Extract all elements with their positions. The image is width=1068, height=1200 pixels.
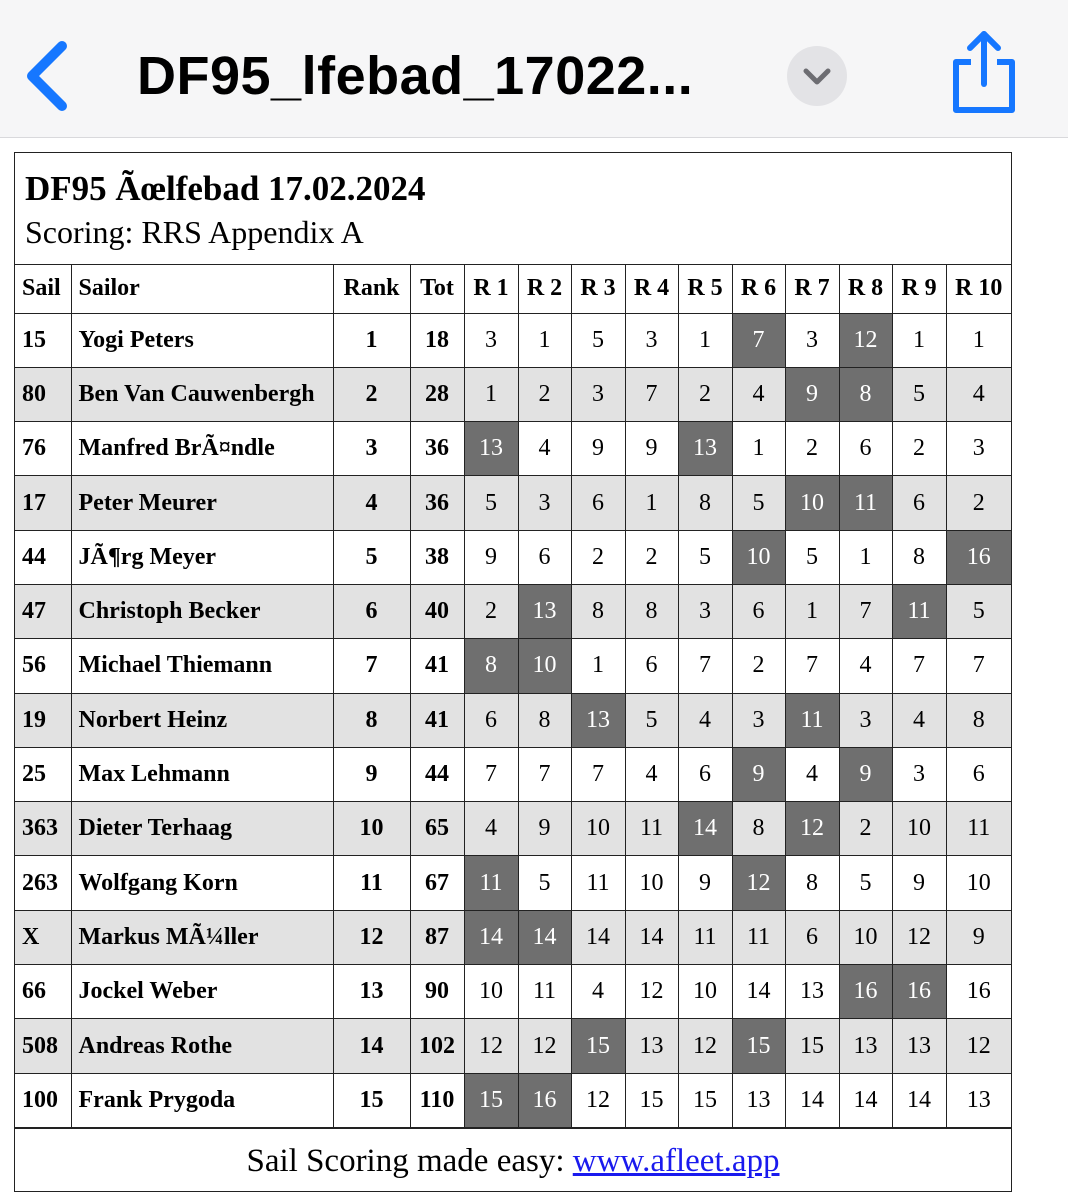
race-score-cell: 4 xyxy=(892,693,946,747)
footer-link[interactable]: www.afleet.app xyxy=(572,1142,780,1179)
sailor-cell: Michael Thiemann xyxy=(71,639,333,693)
race-score-cell: 10 xyxy=(892,802,946,856)
rank-cell: 2 xyxy=(333,367,410,421)
rank-cell: 8 xyxy=(333,693,410,747)
rank-cell: 10 xyxy=(333,802,410,856)
race-score-cell: 5 xyxy=(571,313,625,367)
column-header: R 8 xyxy=(839,265,892,313)
race-score-cell: 14 xyxy=(464,910,518,964)
race-score-cell: 11 xyxy=(518,965,571,1019)
race-score-cell: 14 xyxy=(625,910,678,964)
race-score-cell: 13 xyxy=(518,584,571,638)
race-score-cell: 8 xyxy=(946,693,1011,747)
race-score-cell: 12 xyxy=(518,1019,571,1073)
table-row xyxy=(15,367,1011,421)
race-score-cell: 1 xyxy=(518,313,571,367)
race-score-cell: 14 xyxy=(839,1073,892,1127)
total-cell: 40 xyxy=(410,584,464,638)
race-score-cell: 9 xyxy=(571,422,625,476)
table-row xyxy=(15,476,1011,530)
rank-cell: 3 xyxy=(333,422,410,476)
race-score-cell: 14 xyxy=(732,965,785,1019)
table-row xyxy=(15,313,1011,367)
race-score-cell: 15 xyxy=(732,1019,785,1073)
race-score-cell: 6 xyxy=(678,747,732,801)
sailor-cell: Max Lehmann xyxy=(71,747,333,801)
table-row xyxy=(15,639,1011,693)
race-score-cell: 5 xyxy=(678,530,732,584)
scoring-system: Scoring: RRS Appendix A xyxy=(25,214,364,250)
table-row xyxy=(15,584,1011,638)
sailor-cell: Peter Meurer xyxy=(71,476,333,530)
race-score-cell: 4 xyxy=(839,639,892,693)
table-row xyxy=(15,802,1011,856)
race-score-cell: 12 xyxy=(678,1019,732,1073)
event-title: DF95 Ãœlfebad 17.02.2024 xyxy=(25,169,426,208)
total-cell: 28 xyxy=(410,367,464,421)
rank-cell: 14 xyxy=(333,1019,410,1073)
race-score-cell: 11 xyxy=(785,693,839,747)
race-score-cell: 3 xyxy=(625,313,678,367)
column-header: R 2 xyxy=(518,265,571,313)
sail-cell: 25 xyxy=(15,747,71,801)
race-score-cell: 12 xyxy=(892,910,946,964)
sailor-cell: Norbert Heinz xyxy=(71,693,333,747)
race-score-cell: 1 xyxy=(839,530,892,584)
race-score-cell: 14 xyxy=(518,910,571,964)
race-score-cell: 9 xyxy=(518,802,571,856)
race-score-cell: 4 xyxy=(518,422,571,476)
total-cell: 102 xyxy=(410,1019,464,1073)
race-score-cell: 2 xyxy=(785,422,839,476)
rank-cell: 13 xyxy=(333,965,410,1019)
race-score-cell: 11 xyxy=(571,856,625,910)
race-score-cell: 3 xyxy=(518,476,571,530)
footer-text: Sail Scoring made easy: xyxy=(246,1142,573,1179)
race-score-cell: 6 xyxy=(839,422,892,476)
race-score-cell: 16 xyxy=(892,965,946,1019)
race-score-cell: 12 xyxy=(946,1019,1011,1073)
race-score-cell: 7 xyxy=(732,313,785,367)
rank-cell: 15 xyxy=(333,1073,410,1127)
race-score-cell: 7 xyxy=(518,747,571,801)
race-score-cell: 1 xyxy=(785,584,839,638)
race-score-cell: 9 xyxy=(625,422,678,476)
rank-cell: 11 xyxy=(333,856,410,910)
race-score-cell: 5 xyxy=(785,530,839,584)
race-score-cell: 10 xyxy=(571,802,625,856)
total-cell: 36 xyxy=(410,422,464,476)
race-score-cell: 9 xyxy=(839,747,892,801)
race-score-cell: 6 xyxy=(625,639,678,693)
table-row xyxy=(15,693,1011,747)
sail-cell: 363 xyxy=(15,802,71,856)
column-header: Tot xyxy=(410,265,464,313)
race-score-cell: 10 xyxy=(464,965,518,1019)
race-score-cell: 7 xyxy=(678,639,732,693)
total-cell: 90 xyxy=(410,965,464,1019)
race-score-cell: 9 xyxy=(464,530,518,584)
sailor-cell: Markus MÃ¼ller xyxy=(71,910,333,964)
race-score-cell: 3 xyxy=(732,693,785,747)
race-score-cell: 16 xyxy=(518,1073,571,1127)
sail-cell: 56 xyxy=(15,639,71,693)
race-score-cell: 6 xyxy=(518,530,571,584)
share-icon xyxy=(944,28,1024,118)
column-header: R 9 xyxy=(892,265,946,313)
race-score-cell: 5 xyxy=(946,584,1011,638)
race-score-cell: 13 xyxy=(946,1073,1011,1127)
race-score-cell: 8 xyxy=(571,584,625,638)
race-score-cell: 1 xyxy=(571,639,625,693)
race-score-cell: 11 xyxy=(946,802,1011,856)
race-score-cell: 7 xyxy=(839,584,892,638)
race-score-cell: 8 xyxy=(678,476,732,530)
sail-cell: 44 xyxy=(15,530,71,584)
race-score-cell: 12 xyxy=(464,1019,518,1073)
race-score-cell: 14 xyxy=(892,1073,946,1127)
column-header: R 7 xyxy=(785,265,839,313)
rank-cell: 7 xyxy=(333,639,410,693)
race-score-cell: 10 xyxy=(678,965,732,1019)
race-score-cell: 3 xyxy=(678,584,732,638)
race-score-cell: 3 xyxy=(785,313,839,367)
race-score-cell: 14 xyxy=(785,1073,839,1127)
rank-cell: 5 xyxy=(333,530,410,584)
race-score-cell: 10 xyxy=(946,856,1011,910)
race-score-cell: 16 xyxy=(946,965,1011,1019)
results-table xyxy=(15,265,1011,1128)
table-row xyxy=(15,530,1011,584)
race-score-cell: 13 xyxy=(464,422,518,476)
column-header: R 6 xyxy=(732,265,785,313)
race-score-cell: 7 xyxy=(785,639,839,693)
race-score-cell: 9 xyxy=(946,910,1011,964)
race-score-cell: 7 xyxy=(571,747,625,801)
race-score-cell: 4 xyxy=(732,367,785,421)
race-score-cell: 13 xyxy=(785,965,839,1019)
race-score-cell: 10 xyxy=(839,910,892,964)
race-score-cell: 7 xyxy=(892,639,946,693)
total-cell: 18 xyxy=(410,313,464,367)
total-cell: 87 xyxy=(410,910,464,964)
race-score-cell: 8 xyxy=(518,693,571,747)
race-score-cell: 13 xyxy=(571,693,625,747)
race-score-cell: 8 xyxy=(464,639,518,693)
table-row xyxy=(15,747,1011,801)
race-score-cell: 8 xyxy=(839,367,892,421)
race-score-cell: 6 xyxy=(785,910,839,964)
race-score-cell: 4 xyxy=(571,965,625,1019)
race-score-cell: 10 xyxy=(785,476,839,530)
table-row xyxy=(15,1019,1011,1073)
race-score-cell: 12 xyxy=(732,856,785,910)
race-score-cell: 9 xyxy=(732,747,785,801)
navigation-bar xyxy=(0,0,1068,138)
race-score-cell: 2 xyxy=(839,802,892,856)
total-cell: 38 xyxy=(410,530,464,584)
sail-cell: 508 xyxy=(15,1019,71,1073)
race-score-cell: 12 xyxy=(785,802,839,856)
race-score-cell: 2 xyxy=(625,530,678,584)
rank-cell: 12 xyxy=(333,910,410,964)
race-score-cell: 13 xyxy=(839,1019,892,1073)
race-score-cell: 1 xyxy=(892,313,946,367)
sail-cell: 76 xyxy=(15,422,71,476)
race-score-cell: 13 xyxy=(892,1019,946,1073)
race-score-cell: 9 xyxy=(678,856,732,910)
sailor-cell: Frank Prygoda xyxy=(71,1073,333,1127)
race-score-cell: 8 xyxy=(625,584,678,638)
race-score-cell: 4 xyxy=(785,747,839,801)
table-row xyxy=(15,856,1011,910)
total-cell: 36 xyxy=(410,476,464,530)
column-header: R 10 xyxy=(946,265,1011,313)
column-header: R 4 xyxy=(625,265,678,313)
race-score-cell: 2 xyxy=(571,530,625,584)
race-score-cell: 6 xyxy=(892,476,946,530)
sail-cell: X xyxy=(15,910,71,964)
race-score-cell: 7 xyxy=(946,639,1011,693)
rank-cell: 4 xyxy=(333,476,410,530)
sail-cell: 66 xyxy=(15,965,71,1019)
sail-cell: 80 xyxy=(15,367,71,421)
share-button[interactable] xyxy=(944,28,1024,118)
table-row xyxy=(15,910,1011,964)
race-score-cell: 8 xyxy=(732,802,785,856)
total-cell: 110 xyxy=(410,1073,464,1127)
total-cell: 65 xyxy=(410,802,464,856)
race-score-cell: 10 xyxy=(625,856,678,910)
race-score-cell: 15 xyxy=(678,1073,732,1127)
table-row xyxy=(15,965,1011,1019)
chevron-down-icon xyxy=(787,46,847,106)
race-score-cell: 2 xyxy=(732,639,785,693)
document-title[interactable]: DF95_lfebad_17022... xyxy=(137,46,694,106)
rank-cell: 1 xyxy=(333,313,410,367)
race-score-cell: 8 xyxy=(892,530,946,584)
race-score-cell: 4 xyxy=(464,802,518,856)
sailor-cell: JÃ¶rg Meyer xyxy=(71,530,333,584)
race-score-cell: 3 xyxy=(946,422,1011,476)
column-header: Sailor xyxy=(71,265,333,313)
race-score-cell: 11 xyxy=(464,856,518,910)
race-score-cell: 2 xyxy=(678,367,732,421)
race-score-cell: 1 xyxy=(625,476,678,530)
back-button[interactable] xyxy=(22,38,74,114)
title-menu-button[interactable] xyxy=(787,46,847,106)
race-score-cell: 2 xyxy=(946,476,1011,530)
total-cell: 41 xyxy=(410,639,464,693)
results-document xyxy=(14,152,1012,1192)
sail-cell: 17 xyxy=(15,476,71,530)
race-score-cell: 15 xyxy=(464,1073,518,1127)
race-score-cell: 15 xyxy=(785,1019,839,1073)
race-score-cell: 6 xyxy=(464,693,518,747)
race-score-cell: 14 xyxy=(678,802,732,856)
sail-cell: 19 xyxy=(15,693,71,747)
race-score-cell: 9 xyxy=(892,856,946,910)
race-score-cell: 5 xyxy=(464,476,518,530)
header-row xyxy=(15,265,1011,313)
race-score-cell: 3 xyxy=(892,747,946,801)
table-row xyxy=(15,422,1011,476)
race-score-cell: 4 xyxy=(678,693,732,747)
rank-cell: 6 xyxy=(333,584,410,638)
sailor-cell: Ben Van Cauwenbergh xyxy=(71,367,333,421)
sailor-cell: Dieter Terhaag xyxy=(71,802,333,856)
race-score-cell: 16 xyxy=(839,965,892,1019)
race-score-cell: 12 xyxy=(839,313,892,367)
race-score-cell: 1 xyxy=(946,313,1011,367)
race-score-cell: 1 xyxy=(732,422,785,476)
race-score-cell: 7 xyxy=(625,367,678,421)
race-score-cell: 5 xyxy=(892,367,946,421)
footer xyxy=(15,1128,1011,1194)
race-score-cell: 3 xyxy=(839,693,892,747)
race-score-cell: 3 xyxy=(464,313,518,367)
total-cell: 67 xyxy=(410,856,464,910)
total-cell: 44 xyxy=(410,747,464,801)
column-header: Rank xyxy=(333,265,410,313)
race-score-cell: 11 xyxy=(892,584,946,638)
race-score-cell: 1 xyxy=(464,367,518,421)
race-score-cell: 14 xyxy=(571,910,625,964)
chevron-left-icon xyxy=(22,38,74,114)
column-header: R 5 xyxy=(678,265,732,313)
race-score-cell: 5 xyxy=(625,693,678,747)
race-score-cell: 13 xyxy=(625,1019,678,1073)
race-score-cell: 13 xyxy=(732,1073,785,1127)
sailor-cell: Andreas Rothe xyxy=(71,1019,333,1073)
sail-cell: 47 xyxy=(15,584,71,638)
column-header: R 3 xyxy=(571,265,625,313)
race-score-cell: 5 xyxy=(839,856,892,910)
column-header: Sail xyxy=(15,265,71,313)
race-score-cell: 11 xyxy=(678,910,732,964)
table-row xyxy=(15,1073,1011,1127)
race-score-cell: 3 xyxy=(571,367,625,421)
sail-cell: 15 xyxy=(15,313,71,367)
race-score-cell: 8 xyxy=(785,856,839,910)
race-score-cell: 6 xyxy=(946,747,1011,801)
sail-cell: 263 xyxy=(15,856,71,910)
sailor-cell: Wolfgang Korn xyxy=(71,856,333,910)
race-score-cell: 12 xyxy=(571,1073,625,1127)
race-score-cell: 4 xyxy=(946,367,1011,421)
race-score-cell: 5 xyxy=(732,476,785,530)
document-header xyxy=(15,153,1011,265)
sailor-cell: Yogi Peters xyxy=(71,313,333,367)
rank-cell: 9 xyxy=(333,747,410,801)
race-score-cell: 11 xyxy=(625,802,678,856)
sailor-cell: Jockel Weber xyxy=(71,965,333,1019)
column-header: R 1 xyxy=(464,265,518,313)
race-score-cell: 2 xyxy=(892,422,946,476)
sail-cell: 100 xyxy=(15,1073,71,1127)
race-score-cell: 16 xyxy=(946,530,1011,584)
race-score-cell: 9 xyxy=(785,367,839,421)
race-score-cell: 7 xyxy=(464,747,518,801)
race-score-cell: 6 xyxy=(571,476,625,530)
race-score-cell: 11 xyxy=(839,476,892,530)
race-score-cell: 11 xyxy=(732,910,785,964)
race-score-cell: 4 xyxy=(625,747,678,801)
total-cell: 41 xyxy=(410,693,464,747)
race-score-cell: 13 xyxy=(678,422,732,476)
sailor-cell: Manfred BrÃ¤ndle xyxy=(71,422,333,476)
race-score-cell: 10 xyxy=(518,639,571,693)
race-score-cell: 15 xyxy=(571,1019,625,1073)
race-score-cell: 2 xyxy=(518,367,571,421)
race-score-cell: 2 xyxy=(464,584,518,638)
race-score-cell: 1 xyxy=(678,313,732,367)
race-score-cell: 6 xyxy=(732,584,785,638)
race-score-cell: 5 xyxy=(518,856,571,910)
race-score-cell: 15 xyxy=(625,1073,678,1127)
sailor-cell: Christoph Becker xyxy=(71,584,333,638)
race-score-cell: 10 xyxy=(732,530,785,584)
race-score-cell: 12 xyxy=(625,965,678,1019)
